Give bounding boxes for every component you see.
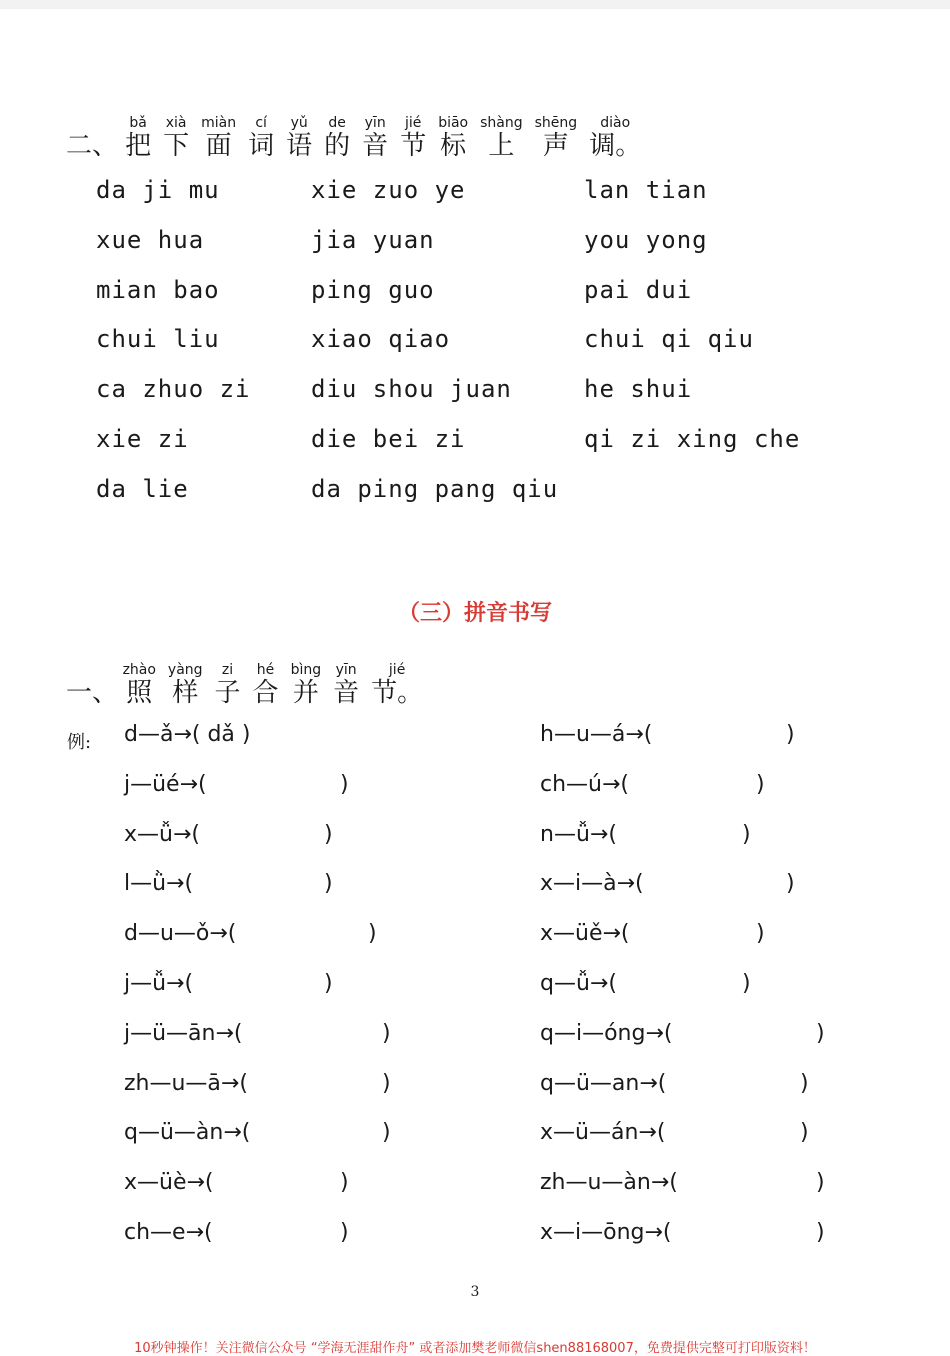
answer-paren-close: ) bbox=[816, 1020, 825, 1046]
pinyin-word: chui liu bbox=[96, 325, 220, 354]
pinyin-word: you yong bbox=[584, 225, 708, 254]
section1-number: 一、 bbox=[66, 678, 119, 708]
heading-char bbox=[400, 115, 427, 161]
pinyin-word: qi zi xing che bbox=[584, 425, 801, 453]
syllable-exercise bbox=[124, 1120, 391, 1146]
pinyin-word: jia yuan bbox=[311, 225, 435, 254]
pinyin: yǔ bbox=[286, 115, 313, 131]
hanzi: 节 bbox=[400, 131, 427, 161]
answer-paren-close: ) bbox=[340, 1220, 349, 1245]
syllable-exercise bbox=[124, 921, 377, 947]
pinyin: cí bbox=[248, 115, 275, 131]
pinyin: hé bbox=[252, 662, 279, 678]
hanzi: 上 bbox=[480, 131, 523, 161]
exercise-prompt: q—i—óng→( bbox=[540, 1020, 673, 1046]
pinyin-word: xiao qiao bbox=[311, 325, 451, 354]
section2-number: 二、 bbox=[66, 131, 119, 161]
pinyin-word: pai dui bbox=[584, 275, 693, 304]
pinyin: yīn bbox=[333, 662, 360, 678]
heading-char bbox=[362, 115, 389, 161]
pinyin-word: da ping pang qiu bbox=[311, 474, 559, 503]
hanzi: 语 bbox=[286, 131, 313, 161]
pinyin: zhào bbox=[122, 662, 156, 678]
answer-paren-close: ) bbox=[786, 871, 795, 897]
syllable-exercise bbox=[540, 1170, 825, 1196]
hanzi: 标 bbox=[438, 131, 469, 161]
pinyin-word: da lie bbox=[96, 474, 189, 503]
pinyin-word: ca zhuo zi bbox=[96, 375, 251, 404]
answer-paren-close: ) bbox=[324, 971, 333, 996]
pinyin-word: he shui bbox=[584, 375, 693, 404]
exercise-prompt: x—i—à→( bbox=[540, 871, 644, 897]
pinyin-word: ping guo bbox=[311, 275, 435, 304]
pinyin: bǎ bbox=[125, 115, 152, 131]
syllable-exercise bbox=[124, 771, 349, 797]
syllable-exercise bbox=[540, 1020, 825, 1046]
hanzi: 节。 bbox=[371, 678, 424, 708]
hanzi: 调。 bbox=[589, 131, 642, 161]
heading-char bbox=[290, 662, 322, 708]
answer-paren-close: ) bbox=[382, 1020, 391, 1046]
answer-paren-close: ) bbox=[340, 1170, 349, 1196]
pinyin: yàng bbox=[167, 662, 203, 678]
pinyin-word: lan tian bbox=[584, 176, 708, 204]
hanzi: 音 bbox=[362, 131, 389, 161]
syllable-exercise bbox=[540, 871, 795, 897]
answer-paren-close: ) bbox=[800, 1070, 809, 1096]
heading-char bbox=[534, 115, 578, 161]
hanzi: 照 bbox=[122, 678, 156, 708]
answer-paren-close: ) bbox=[800, 1120, 809, 1146]
answer-paren-close: ) bbox=[786, 722, 795, 747]
hanzi: 下 bbox=[163, 131, 190, 161]
top-bar bbox=[0, 0, 950, 9]
pinyin: de bbox=[324, 115, 351, 131]
syllable-exercise bbox=[124, 1070, 391, 1096]
syllable-exercise bbox=[124, 722, 250, 747]
pinyin: jié bbox=[400, 115, 427, 131]
heading-char bbox=[324, 115, 351, 161]
exercise-prompt: q—ü—àn→( bbox=[124, 1120, 251, 1146]
exercise-prompt: x—üè→( bbox=[124, 1170, 214, 1196]
exercise-prompt: d—u—ǒ→( bbox=[124, 921, 237, 947]
exercise-prompt: zh—u—àn→( bbox=[540, 1170, 678, 1196]
syllable-exercise bbox=[124, 1170, 349, 1196]
syllable-exercise bbox=[540, 722, 795, 747]
syllable-exercise bbox=[540, 821, 751, 847]
page-number: 3 bbox=[470, 1284, 480, 1300]
answer-paren-close: ) bbox=[742, 821, 751, 847]
hanzi: 面 bbox=[201, 131, 237, 161]
example-label: 例: bbox=[67, 732, 92, 753]
heading-char bbox=[252, 662, 279, 708]
pinyin-word: xie zuo ye bbox=[311, 176, 466, 204]
heading-char bbox=[286, 115, 313, 161]
syllable-exercise bbox=[540, 771, 765, 797]
hanzi: 音 bbox=[333, 678, 360, 708]
exercise-prompt: x—i—ōng→( bbox=[540, 1220, 672, 1245]
exercise-prompt: ch—e→( bbox=[124, 1220, 213, 1245]
pinyin: miàn bbox=[201, 115, 237, 131]
hanzi: 并 bbox=[290, 678, 322, 708]
syllable-exercise bbox=[540, 971, 751, 996]
heading-char bbox=[371, 662, 424, 708]
footer-note: 10秒钟操作！关注微信公众号 “学海无涯甜作舟” 或者添加樊老师微信shen88168007，免费提供完整可打印版资料！ bbox=[134, 1341, 816, 1356]
answer-paren-close: ) bbox=[756, 921, 765, 947]
syllable-exercise bbox=[540, 1220, 825, 1245]
pinyin: jié bbox=[371, 662, 424, 678]
syllable-exercise bbox=[124, 871, 333, 897]
pinyin: zi bbox=[214, 662, 241, 678]
answer-paren-close: ) bbox=[816, 1220, 825, 1245]
syllable-exercise bbox=[124, 1020, 391, 1046]
exercise-prompt: ch—ú→( bbox=[540, 771, 629, 797]
hanzi: 声 bbox=[534, 131, 578, 161]
heading-char bbox=[167, 662, 203, 708]
answer-paren-close: ) bbox=[756, 771, 765, 797]
exercise-prompt: q—ǚ→( bbox=[540, 971, 617, 996]
syllable-exercise bbox=[124, 821, 333, 847]
pinyin: yīn bbox=[362, 115, 389, 131]
exercise-prompt: j—üé→( bbox=[124, 771, 207, 797]
answer-paren-close: ) bbox=[340, 771, 349, 797]
pinyin: biāo bbox=[438, 115, 469, 131]
exercise-prompt: j—ü—ān→( bbox=[124, 1020, 243, 1046]
answer-paren-close: ) bbox=[382, 1070, 391, 1096]
answer-paren-close: ) bbox=[816, 1170, 825, 1196]
answer-paren-close: ) bbox=[742, 971, 751, 996]
exercise-prompt: q—ü—an→( bbox=[540, 1070, 667, 1096]
exercise-prompt: zh—u—ā→( bbox=[124, 1070, 248, 1096]
exercise-prompt: x—ü—án→( bbox=[540, 1120, 666, 1146]
section-subtitle: （三）拼音书写 bbox=[397, 601, 552, 626]
pinyin-word: chui qi qiu bbox=[584, 325, 754, 354]
heading-char bbox=[125, 115, 152, 161]
heading-char bbox=[201, 115, 237, 161]
heading-char bbox=[333, 662, 360, 708]
answer-paren-close: ) bbox=[324, 821, 333, 847]
answer-paren-close: ) bbox=[382, 1120, 391, 1146]
pinyin-word: mian bao bbox=[96, 275, 220, 304]
hanzi: 合 bbox=[252, 678, 279, 708]
hanzi: 把 bbox=[125, 131, 152, 161]
syllable-exercise bbox=[124, 971, 333, 996]
heading-char bbox=[122, 662, 156, 708]
exercise-prompt: x—ǚ→( bbox=[124, 821, 200, 847]
syllable-exercise bbox=[124, 1220, 349, 1245]
hanzi: 的 bbox=[324, 131, 351, 161]
syllable-exercise bbox=[540, 921, 765, 947]
heading-char bbox=[438, 115, 469, 161]
exercise-prompt: x—üě→( bbox=[540, 921, 630, 947]
exercise-prompt: l—ǜ→( bbox=[124, 871, 194, 897]
syllable-exercise bbox=[540, 1070, 809, 1096]
pinyin: diào bbox=[589, 115, 642, 131]
answer-paren-close: ) bbox=[368, 921, 377, 947]
section2-heading bbox=[66, 116, 653, 162]
heading-char bbox=[589, 115, 642, 161]
pinyin-word: diu shou juan bbox=[311, 375, 512, 404]
heading-char bbox=[248, 115, 275, 161]
heading-char bbox=[163, 115, 190, 161]
pinyin-word: xie zi bbox=[96, 425, 189, 453]
heading-char bbox=[480, 115, 523, 161]
section1-heading bbox=[66, 663, 435, 709]
answer-paren-close: ) bbox=[324, 871, 333, 897]
pinyin: bìng bbox=[290, 662, 322, 678]
pinyin-word: die bei zi bbox=[311, 425, 466, 453]
exercise-prompt: j—ǚ→( bbox=[124, 971, 194, 996]
pinyin: shēng bbox=[534, 115, 578, 131]
pinyin: xià bbox=[163, 115, 190, 131]
pinyin-word: xue hua bbox=[96, 225, 205, 254]
exercise-prompt: n—ǚ→( bbox=[540, 821, 617, 847]
pinyin: shàng bbox=[480, 115, 523, 131]
heading-char bbox=[214, 662, 241, 708]
exercise-prompt: d—ǎ→( dǎ ) bbox=[124, 722, 251, 747]
hanzi: 子 bbox=[214, 678, 241, 708]
hanzi: 样 bbox=[167, 678, 203, 708]
exercise-prompt: h—u—á→( bbox=[540, 722, 653, 747]
hanzi: 词 bbox=[248, 131, 275, 161]
syllable-exercise bbox=[540, 1120, 809, 1146]
pinyin-word: da ji mu bbox=[96, 176, 220, 204]
